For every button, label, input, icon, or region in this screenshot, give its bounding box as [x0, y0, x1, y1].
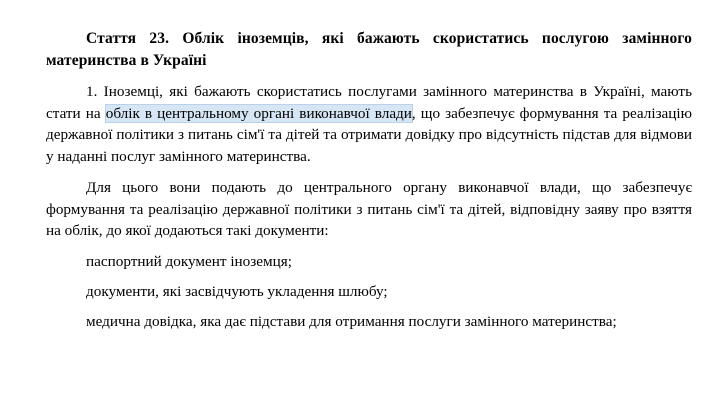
paragraph-1-text-before: 1. Іноземці, які бажають скористатись послугами замінного материнства в Україні, мають стати на: [46, 83, 692, 122]
article-title: Стаття 23. Облік іноземців, які бажають скористатись послугою замінного материнства в Україні: [46, 30, 692, 69]
paragraph-1: [46, 81, 692, 168]
paragraph-1-text-after: , що забезпечує формування та реалізацію державної політики з питань сім'ї та дітей та отримати довідку про відсутність підстав для відмови у наданні послуг замінного материнства.: [46, 104, 692, 166]
highlighted-phrase[interactable]: облік в центральному органі виконавчої влади: [105, 104, 412, 122]
paragraph-5: медична довідка, яка дає підстави для отримання послуги замінного материнства;: [86, 312, 617, 330]
paragraph-4: документи, які засвідчують укладення шлюбу;: [86, 282, 388, 300]
paragraph-2: Для цього вони подають до центрального органу виконавчої влади, що забезпечує формування та реалізацію державної політики з питань сім'ї та дітей, відповідну заяву про взяття на облік, до якої додаються такі документи:: [46, 178, 692, 240]
paragraph-3: паспортний документ іноземця;: [86, 253, 292, 271]
